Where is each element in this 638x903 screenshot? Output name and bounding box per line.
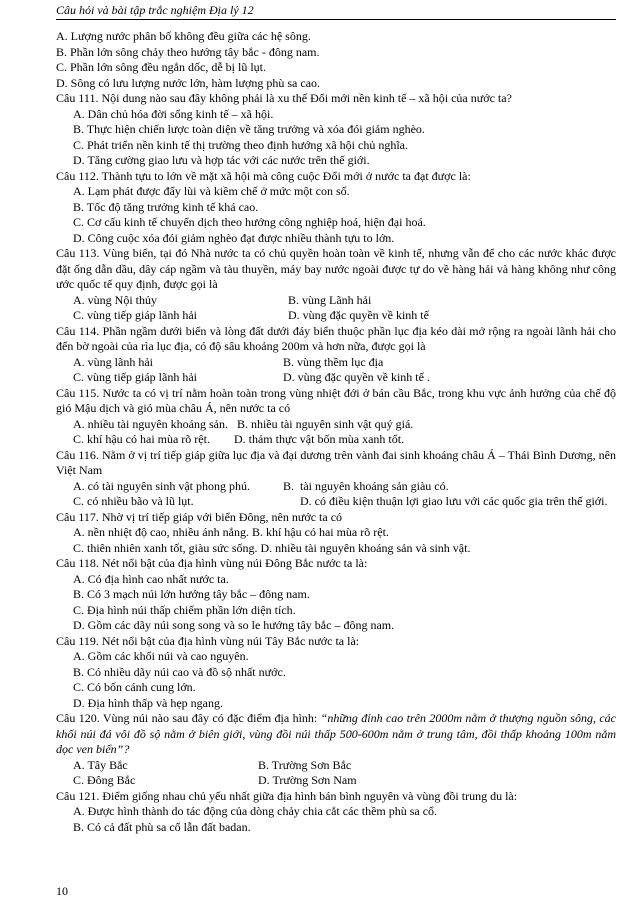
answer-111-b: B. Thực hiện chiến lược toàn diện về tăng trưởng và xóa đói giảm nghèo.: [73, 122, 425, 136]
answer-119-d: D. Địa hình thấp và hẹp ngang.: [73, 695, 223, 710]
question-117: Câu 117. Nhờ vị trí tiếp giáp với biển Đông, nên nước ta có: [56, 509, 343, 524]
answer-119-b: B. Có nhiều dãy núi cao và đồ sộ nhất nước.: [73, 664, 286, 679]
answer-row: [56, 758, 616, 774]
answer-114-b: B. vùng thềm lục địa: [283, 354, 384, 369]
answer-116-a: A. có tài nguyên sinh vật phong phú.: [73, 478, 250, 493]
question-118: Câu 118. Nét nổi bật của địa hình vùng núi Đông Bắc nước ta là:: [56, 556, 368, 570]
answer-row: [56, 355, 616, 371]
answer-row: [56, 494, 616, 510]
answer-119-c: C. Có bốn cánh cung lớn.: [73, 680, 196, 694]
page-number: 10: [56, 884, 68, 898]
answer-113-a: A. vùng Nội thủy: [73, 292, 157, 307]
answer-113-d: D. vùng đặc quyền về kinh tế: [288, 308, 429, 322]
answer-120-c: C. Đông Bắc: [73, 773, 136, 787]
question-112: Câu 112. Thành tựu to lớn về mặt xã hội mà công cuộc Đổi mới ở nước ta đạt được là:: [56, 168, 471, 183]
answer-114-d: D. vùng đặc quyền về kinh tế .: [283, 370, 430, 384]
answer-row: [56, 773, 616, 789]
question-113: Câu 113. Vùng biển, tại đó Nhà nước ta có chủ quyền hoàn toàn về kinh tế, nhưng vẫn để cho các nước khác được đặt ống dẫn dầu, dây cáp ngầm và tàu thuyền, máy bay nước ngoài được tự do về hàng hải và hàng không như công ước quốc tế quy định, được gọi là: [56, 246, 616, 291]
answer-115-ab: A. nhiều tài nguyên khoáng sản. B. nhiều tài nguyên sinh vật quý giá.: [73, 416, 414, 431]
page-header: Câu hỏi và bài tập trắc nghiệm Địa lý 12: [56, 3, 254, 17]
answer-121-b: B. Có cả đất phù sa cổ lẫn đất badan.: [73, 819, 251, 834]
answer-118-a: A. Có địa hình cao nhất nước ta.: [73, 571, 229, 586]
answer-114-c: C. vùng tiếp giáp lãnh hải: [73, 370, 197, 384]
answer-118-c: C. Địa hình núi thấp chiếm phần lớn diện tích.: [73, 602, 296, 617]
answer-117-cd: C. thiên nhiên xanh tốt, giàu sức sống. D. nhiều tài nguyên khoáng sản và sinh vật.: [73, 540, 471, 555]
answer-118-d: D. Gồm các dãy núi song song và so le hướng tây bắc – đông nam.: [73, 618, 395, 632]
answer-line: B. Phần lớn sông chảy theo hướng tây bắc - đông nam.: [56, 44, 320, 59]
question-120-quote: “những đỉnh cao trên 2000m nằm ở thượng nguồn sông, các khối núi đá vôi đồ sộ nằm ở biên giới, vùng đồi núi thấp 500-600m nằm ở trung tâm, đồi thấp khoảng 100m nằm dọc ven biển”?: [56, 711, 616, 756]
question-120: [56, 711, 616, 758]
question-115: Câu 115. Nước ta có vị trí nằm hoàn toàn trong vùng nhiệt đới ở bán cầu Bắc, trong khu vực ảnh hưởng của chế độ gió Mậu dịch và gió mùa châu Á, nên nước ta có: [56, 385, 616, 415]
answer-row: [56, 293, 616, 309]
answer-116-d: D. có điều kiện thuận lợi giao lưu với các quốc gia trên thế giới.: [300, 494, 608, 508]
answer-111-a: A. Dân chủ hóa đời sống kinh tế – xã hội.: [73, 106, 274, 121]
answer-118-b: B. Có 3 mạch núi lớn hướng tây bắc – đông nam.: [73, 587, 310, 601]
answer-row: [56, 308, 616, 324]
answer-116-b: B. tài nguyên khoáng sản giàu có.: [283, 478, 449, 493]
answer-row: [56, 370, 616, 386]
answer-111-d: D. Tăng cường giao lưu và hợp tác với các nước trên thế giới.: [73, 153, 370, 167]
answer-121-a: A. Được hình thành do tác động của dòng chảy chia cắt các thềm phù sa cổ.: [73, 804, 438, 818]
answer-114-a: A. vùng lãnh hải: [73, 354, 153, 369]
question-119: Câu 119. Nét nổi bật của địa hình vùng núi Tây Bắc nước ta là:: [56, 633, 360, 648]
answer-112-a: A. Lạm phát được đẩy lùi và kiềm chế ở mức một con số.: [73, 184, 350, 198]
answer-120-b: B. Trường Sơn Bắc: [258, 757, 352, 772]
answer-112-d: D. Công cuộc xóa đói giảm nghèo đạt được nhiều thành tựu to lớn.: [73, 230, 395, 245]
answer-117-ab: A. nền nhiệt độ cao, nhiều ánh nắng. B. khí hậu có hai mùa rõ rệt.: [73, 525, 389, 539]
answer-line: D. Sông có lưu lượng nước lớn, hàm lượng phù sa cao.: [56, 75, 321, 90]
answer-row: [56, 479, 616, 495]
answer-113-c: C. vùng tiếp giáp lãnh hải: [73, 308, 197, 322]
document-body: [56, 29, 616, 835]
answer-line: A. Lượng nước phân bố không đều giữa các hệ sông.: [56, 29, 311, 43]
question-120-lead: Câu 120. Vùng núi nào sau đây có đặc điểm địa hình:: [56, 711, 321, 725]
answer-120-d: D. Trường Sơn Nam: [258, 773, 357, 787]
answer-119-a: A. Gồm các khối núi và cao nguyên.: [73, 649, 249, 663]
question-111: Câu 111. Nội dung nào sau đây không phải là xu thế Đổi mới nền kinh tế – xã hội của nước ta?: [56, 91, 512, 105]
answer-113-b: B. vùng Lãnh hải: [288, 292, 372, 307]
answer-111-c: C. Phát triển nền kinh tế thị trường theo định hướng xã hội chủ nghĩa.: [73, 137, 408, 152]
question-116: Câu 116. Nằm ở vị trí tiếp giáp giữa lục địa và đại dương trên vành đai sinh khoáng châu Á – Thái Bình Dương, nên Việt Nam: [56, 447, 616, 477]
answer-116-c: C. có nhiều bão và lũ lụt.: [73, 494, 194, 508]
question-121: Câu 121. Điểm giống nhau chủ yếu nhất giữa địa hình bán bình nguyên và vùng đồi trung du là:: [56, 788, 518, 803]
answer-115-cd: C. khí hậu có hai mùa rõ rệt. D. thảm thực vật bốn mùa xanh tốt.: [73, 432, 405, 446]
question-114: Câu 114. Phần ngầm dưới biển và lòng đất dưới đáy biển thuộc phần lục địa kéo dài mở rộng ra ngoài lãnh hải cho đến bờ ngoài của rìa lục địa, có độ sâu khoảng 200m và hơn nữa, được gọi là: [56, 323, 616, 353]
answer-line: C. Phần lớn sông đều ngắn dốc, dễ bị lũ lụt.: [56, 60, 266, 74]
answer-120-a: A. Tây Bắc: [73, 757, 128, 772]
header-divider: [56, 19, 616, 20]
answer-112-c: C. Cơ cấu kinh tế chuyển dịch theo hướng công nghiệp hoá, hiện đại hoá.: [73, 215, 426, 229]
answer-112-b: B. Tốc độ tăng trưởng kinh tế khá cao.: [73, 199, 259, 214]
